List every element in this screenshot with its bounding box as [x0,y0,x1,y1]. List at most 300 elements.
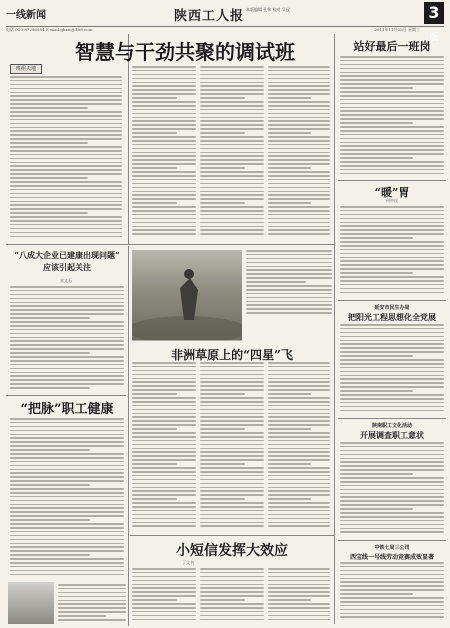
text-line [340,589,444,591]
text-line [268,619,330,621]
text-line [268,132,311,134]
text-line [268,370,330,372]
text-line [340,465,444,467]
text-line [200,436,264,438]
text-line [340,528,444,530]
text-line [268,222,330,224]
text-line [132,587,196,589]
text-line [10,216,122,218]
contact-line: 电话 029-87296954 E-mail:ghxw@188.com [6,27,93,32]
text-line [10,531,124,533]
text-line [10,317,90,319]
text-line [340,562,444,564]
text-line [268,428,311,430]
text-line [132,510,196,512]
text-line [268,463,311,465]
text-line [10,228,122,230]
text-line [132,424,196,426]
text-line [340,442,444,444]
text-line [132,420,196,422]
text-line [200,163,264,165]
text-line [132,194,196,196]
mid-headline-1: “八成大企业已建康出现问题” [14,250,120,260]
text-line [268,401,330,403]
text-line [10,527,124,529]
text-line [200,413,264,415]
text-line [340,257,444,259]
text-line [268,74,330,76]
text-line [10,430,124,432]
text-line [340,382,444,384]
text-line [10,449,90,451]
text-line [268,101,330,103]
text-line [58,619,126,621]
row-divider-2 [6,395,126,396]
text-line [340,410,444,412]
text-line [10,364,124,366]
text-line [200,424,264,426]
text-line [10,84,122,86]
text-line [10,515,124,517]
text-line [340,581,444,583]
text-line [10,107,88,109]
health-headline: “把脉”职工健康 [20,402,114,417]
bottom-byline: 丁文书 [182,560,194,565]
text-line [268,518,330,520]
text-line [200,490,264,492]
main-article-col3 [200,66,264,241]
text-line [132,89,196,91]
text-line [10,566,124,568]
sidebar-headline: 站好最后一班岗 [353,40,431,53]
text-line [268,191,330,193]
text-line [340,245,444,247]
text-line [200,97,245,99]
text-line [340,214,444,216]
text-line [268,479,330,481]
text-line [200,136,264,138]
text-line [10,453,124,455]
text-line [132,109,196,111]
text-line [200,463,245,465]
text-line [268,389,330,391]
bottom-article-col3 [268,568,330,624]
text-line [132,132,177,134]
text-line [132,416,196,418]
text-line [268,229,330,231]
text-line [200,124,264,126]
text-line [132,522,196,524]
text-line [10,500,124,502]
text-line [200,467,264,469]
text-line [340,138,444,140]
photo-caption [246,250,332,320]
text-line [200,514,264,516]
text-line [340,477,444,479]
text-line [10,76,122,78]
text-line [340,394,444,396]
text-line [10,379,124,381]
text-line [10,150,122,152]
text-line [10,422,124,424]
text-line [340,340,444,342]
text-line [132,124,196,126]
text-line [10,511,124,513]
people-photo [8,582,54,624]
text-line [268,179,330,181]
text-line [132,615,196,617]
text-line [340,118,444,120]
text-line [268,198,330,200]
text-line [268,448,330,450]
text-line [340,504,444,506]
text-line [200,117,264,119]
text-line [10,352,90,354]
page-number-label: 版 [429,33,439,43]
text-line [268,413,330,415]
text-line [10,476,124,478]
text-line [132,163,196,165]
text-line [268,70,330,72]
text-line [132,514,196,516]
text-line [58,592,126,594]
text-line [10,484,90,486]
text-line [268,475,330,477]
side-article-2 [340,324,444,414]
text-line [10,88,122,90]
text-line [10,185,122,187]
text-line [200,226,264,228]
text-line [10,236,122,238]
sidebar-divider-4 [338,540,446,541]
sub-header [6,27,444,33]
text-line [340,485,444,487]
text-line [268,444,330,446]
text-line [132,378,196,380]
text-line [268,471,330,473]
text-line [340,489,444,491]
text-line [10,103,122,105]
text-line [340,367,444,369]
text-line [268,393,311,395]
text-line [268,105,330,107]
text-line [340,328,444,330]
text-line [246,254,332,256]
text-line [132,603,196,605]
text-line [200,401,264,403]
text-line [268,455,330,457]
text-line [268,378,330,380]
text-line [132,233,196,235]
editor-meta: 本版编辑 孔伟 校对 吴仪 [246,7,290,12]
text-line [340,72,444,74]
text-line [10,294,124,296]
text-line [132,487,196,489]
column-divider-left [128,34,129,244]
text-line [268,117,330,119]
text-line [132,78,196,80]
text-line [340,56,444,58]
text-line [132,525,196,527]
text-line [132,148,196,150]
text-line [268,66,330,68]
text-line [10,92,122,94]
text-line [340,458,444,460]
text-line [200,222,264,224]
text-line [340,169,444,171]
text-line [200,405,264,407]
text-line [246,285,332,287]
text-line [132,82,196,84]
text-line [200,603,264,605]
text-line [200,580,264,582]
text-line [200,214,264,216]
text-line [200,568,264,570]
text-line [200,611,264,613]
text-line [132,117,196,119]
text-line [200,506,264,508]
text-line [268,128,330,130]
text-line [200,202,245,204]
text-line [200,487,264,489]
text-line [132,381,196,383]
text-line [132,471,196,473]
text-line [200,416,264,418]
text-line [132,401,196,403]
text-line [340,87,413,89]
text-line [132,389,196,391]
text-line [200,366,264,368]
text-line [132,85,196,87]
text-line [58,600,126,602]
text-line [132,366,196,368]
text-line [132,120,196,122]
text-line [200,584,264,586]
text-line [132,483,196,485]
text-line [200,370,264,372]
text-line [200,82,264,84]
text-line [200,385,264,387]
text-line [340,446,444,448]
text-line [10,437,124,439]
section-tag: 班组天地 [10,64,42,74]
text-line [10,142,88,144]
text-line [340,454,444,456]
text-line [132,455,196,457]
text-line [200,152,264,154]
text-line [132,451,196,453]
text-line [340,161,444,163]
text-line [268,494,330,496]
text-line [340,363,444,365]
text-line [10,193,122,195]
text-line [268,467,330,469]
text-line [10,472,124,474]
text-line [10,383,124,385]
text-line [200,518,264,520]
text-line [200,389,264,391]
text-line [340,237,413,239]
sidebar-divider-2 [338,300,446,301]
main-headline: 智慧与干劲共聚的调试班 [75,40,295,64]
text-line [10,535,124,537]
text-line [268,483,330,485]
text-line [340,473,413,475]
text-line [132,397,196,399]
text-line [132,144,196,146]
text-line [340,222,444,224]
text-line [340,347,444,349]
text-line [246,262,332,264]
text-line [268,171,330,173]
text-line [200,599,245,601]
text-line [268,607,330,609]
text-line [132,370,196,372]
text-line [268,424,330,426]
text-line [340,149,444,151]
text-line [132,226,196,228]
text-line [10,488,124,490]
text-line [10,348,124,350]
text-line [200,587,264,589]
text-line [340,225,444,227]
text-line [132,572,196,574]
text-line [340,233,444,235]
main-article-col1 [10,76,122,241]
text-line [200,502,264,504]
text-line [132,136,196,138]
grassland-photo [132,250,242,340]
text-line [200,179,264,181]
text-line [340,493,444,495]
text-line [340,450,444,452]
text-line [10,492,124,494]
text-line [10,220,122,222]
text-line [132,467,196,469]
text-line [132,175,196,177]
text-line [10,119,122,121]
text-line [268,148,330,150]
text-line [132,479,196,481]
text-line [10,201,122,203]
text-line [132,187,196,189]
text-line [200,522,264,524]
text-line [200,479,264,481]
text-line [10,197,122,199]
text-line [340,218,444,220]
text-line [340,253,444,255]
text-line [200,187,264,189]
text-line [340,91,444,93]
text-line [268,459,330,461]
text-line [200,397,264,399]
text-line [132,97,177,99]
text-line [132,448,196,450]
text-line [200,66,264,68]
text-line [340,284,444,286]
text-line [340,173,444,175]
text-line [340,402,444,404]
text-line [132,611,196,613]
text-line [340,64,444,66]
text-line [200,378,264,380]
text-line [132,591,196,593]
text-line [10,95,122,97]
text-line [268,152,330,154]
text-line [132,206,196,208]
text-line [10,372,124,374]
text-line [200,233,264,235]
bottom-article-col2 [200,568,264,624]
text-line [200,159,264,161]
text-line [200,206,264,208]
text-line [10,426,124,428]
text-line [200,183,264,185]
text-line [268,82,330,84]
text-line [340,359,444,361]
text-line [132,475,196,477]
text-line [10,554,90,556]
text-line [10,99,122,101]
side-headline-2b: 把阳光工程思想化全党展 [348,312,436,322]
text-line [10,115,122,117]
text-line [132,198,196,200]
text-line [200,128,264,130]
side-headline-3b: 开展调查职工意状 [360,430,424,440]
text-line [132,101,196,103]
text-line [268,206,330,208]
text-line [268,194,330,196]
text-line [340,516,444,518]
text-line [200,78,264,80]
text-line [340,512,444,514]
text-line [10,134,122,136]
text-line [268,136,330,138]
text-line [268,233,330,235]
text-line [58,584,126,586]
text-line [340,531,444,533]
text-line [246,281,306,283]
text-line [200,109,264,111]
text-line [10,325,124,327]
text-line [268,140,330,142]
text-line [268,587,330,589]
text-line [58,615,106,617]
text-line [132,584,196,586]
text-line [268,163,330,165]
text-line [340,390,413,392]
text-line [268,568,330,570]
row-divider-1 [6,244,334,245]
text-line [132,155,196,157]
text-line [10,169,122,171]
text-line [340,153,444,155]
text-line [200,70,264,72]
side-article-4 [340,562,444,624]
text-line [268,93,330,95]
text-line [58,603,126,605]
text-line [10,146,122,148]
mid-headline-1b: 应该引起关注 [43,262,91,272]
text-line [268,409,330,411]
text-line [246,250,332,252]
column-divider-right [334,34,335,624]
text-line [246,269,332,271]
text-line [340,276,444,278]
text-line [200,381,264,383]
text-line [10,519,90,521]
sidebar-divider-1 [338,180,446,181]
